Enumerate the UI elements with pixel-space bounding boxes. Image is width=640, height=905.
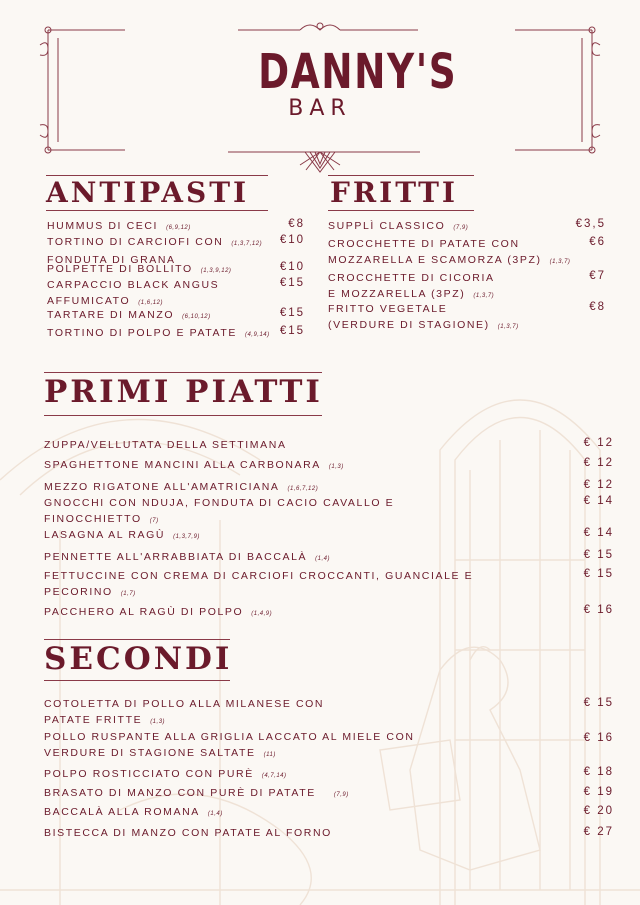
secondi-price: € 20 [583,805,614,817]
primi-item: PACCHERO AL RAGÙ DI POLPO (1,4,9) [44,606,273,618]
primi-item: ZUPPA/VELLUTATA DELLA SETTIMANA [44,439,287,451]
fritti-title: FRITTI [330,176,459,209]
fritti-price: €8 [589,301,606,313]
antipasti-price: €15 [279,325,305,337]
primi-item: GNOCCHI CON NDUJA, FONDUTA DI CACIO CAVALLO E FINOCCHIETTO (7) [44,497,395,525]
antipasti-item: TARTARE DI MANZO (6,10,12) [47,309,211,321]
secondi-price: € 16 [583,732,614,744]
fritti-item: SUPPLÌ CLASSICO (7,9) [328,220,469,232]
antipasti-price: €10 [279,234,305,246]
secondi-rule-top [44,639,230,640]
antipasti-price: €8 [288,218,305,230]
antipasti-item: CARPACCIO BLACK ANGUS AFFUMICATO (1,6,12) [47,279,220,307]
fritti-item: CROCCHETTE DI CICORIA E MOZZARELLA (3PZ) (1,3,7) [328,272,495,300]
secondi-item: BISTECCA DI MANZO CON PATATE AL FORNO [44,827,332,839]
secondi-price: € 18 [583,766,614,778]
secondi-title: SECONDI [44,641,233,677]
primi-item: MEZZO RIGATONE ALL'AMATRICIANA (1,6,7,12) [44,481,319,493]
primi-price: € 12 [583,437,614,449]
secondi-item: POLPO ROSTICCIATO CON PURÈ (4,7,14) [44,768,287,780]
fritti-item: CROCCHETTE DI PATATE CON MOZZARELLA E SCAMORZA (3PZ) (1,3,7) [328,238,571,266]
logo [230,44,458,121]
primi-rule-bottom [44,415,322,416]
secondi-price: € 27 [583,826,614,838]
secondi-item: BACCALÀ ALLA ROMANA (1,4) [44,806,223,818]
logo-main: DANNY'S [258,44,458,100]
secondi-price: € 19 [583,786,614,798]
secondi-price: € 15 [583,697,614,709]
antipasti-item: POLPETTE DI BOLLITO (1,3,9,12) [47,263,232,275]
primi-item: SPAGHETTONE MANCINI ALLA CARBONARA (1,3) [44,459,344,471]
primi-title: PRIMI PIATTI [44,374,323,410]
fritti-rule-bottom [328,210,474,211]
fritti-price: €7 [589,270,606,282]
primi-item: FETTUCCINE CON CREMA DI CARCIOFI CROCCANTI, GUANCIALE E PECORINO (1,7) [44,570,474,598]
primi-item: PENNETTE ALL'ARRABBIATA DI BACCALÀ (1,4) [44,551,331,563]
secondi-item: BRASATO DI MANZO CON PURÈ DI PATATE (7,9) [44,787,349,799]
antipasti-price: €10 [279,261,305,273]
primi-item: LASAGNA AL RAGÙ (1,3,7,9) [44,529,200,541]
primi-price: € 16 [583,604,614,616]
secondi-item: POLLO RUSPANTE ALLA GRIGLIA LACCATO AL MIELE CON VERDURE DI STAGIONE SALTATE (11) [44,731,415,759]
antipasti-item: HUMMUS DI CECI (6,9,12) [47,220,191,232]
antipasti-price: €15 [279,277,305,289]
fritti-price: €6 [589,236,606,248]
antipasti-title: ANTIPASTI [46,176,250,209]
antipasti-rule-bottom [46,210,268,211]
antipasti-item: TORTINO DI POLPO E PATATE (4,9,14) [47,327,270,339]
antipasti-item: TORTINO DI CARCIOFI CON (1,3,7,12) FONDUTA DI GRANA [47,236,263,266]
antipasti-price: €15 [279,307,305,319]
fritti-item: FRITTO VEGETALE (VERDURE DI STAGIONE) (1,3,7) [328,303,519,331]
fritti-price: €3,5 [575,218,606,230]
primi-price: € 12 [583,479,614,491]
primi-price: € 15 [583,568,614,580]
primi-price: € 14 [583,495,614,507]
primi-price: € 14 [583,527,614,539]
secondi-rule-bottom [44,680,230,681]
secondi-item: COTOLETTA DI POLLO ALLA MILANESE CON PATATE FRITTE (1,3) [44,698,325,726]
primi-price: € 12 [583,457,614,469]
primi-rule-top [44,372,322,373]
primi-price: € 15 [583,549,614,561]
logo-sub: BAR [288,96,352,121]
